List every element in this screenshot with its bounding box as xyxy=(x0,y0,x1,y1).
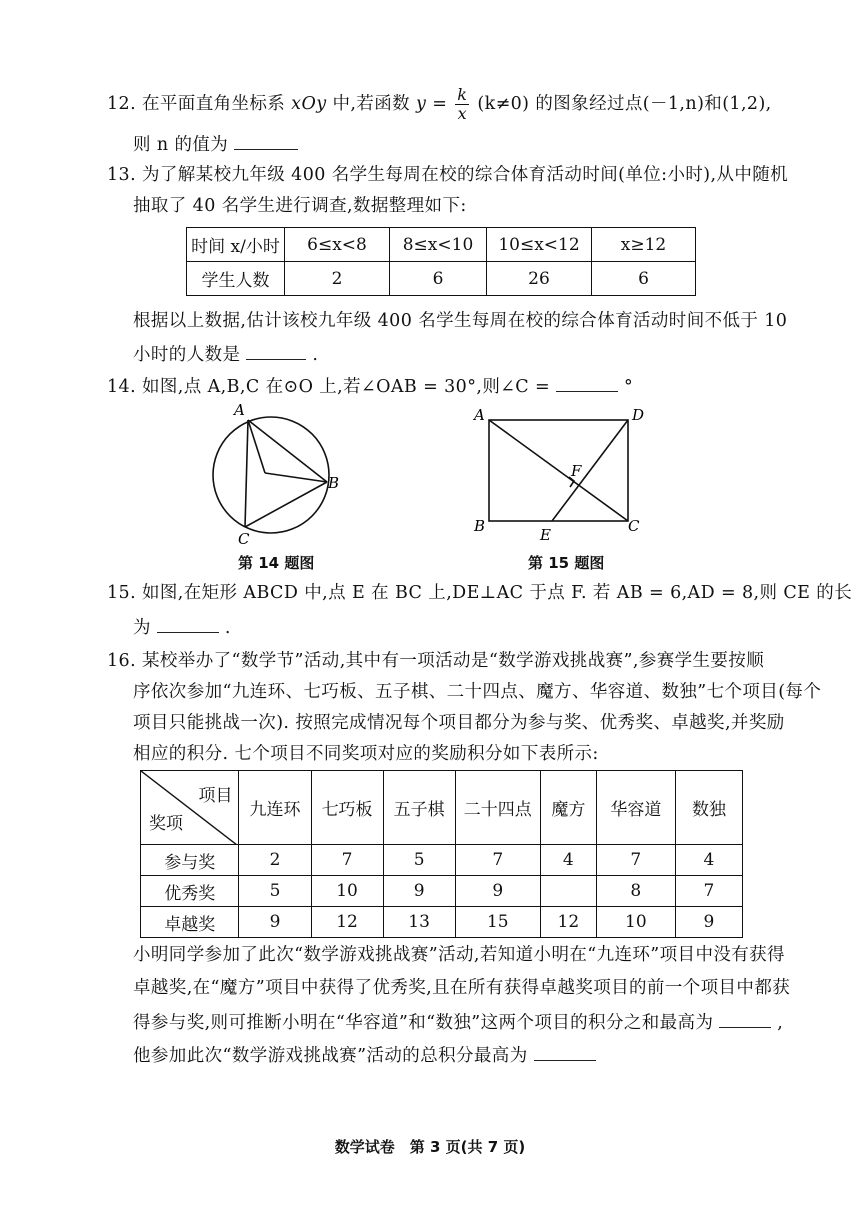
q16-line6: 卓越奖,在“魔方”项目中获得了优秀奖,且在所有获得卓越奖项目的前一个项目中都获 xyxy=(133,978,791,998)
q16-cell: 5 xyxy=(239,876,311,907)
q16-header: 七巧板 xyxy=(311,771,383,845)
fig14-segment-cb xyxy=(245,482,327,527)
q16-cell: 2 xyxy=(239,845,311,876)
fig15-label-a: A xyxy=(474,406,485,424)
fig14-segment-ab xyxy=(248,420,327,482)
q16-cell: 9 xyxy=(239,907,311,938)
q13-line4 xyxy=(133,341,318,367)
fig14-label-b: B xyxy=(328,474,340,492)
q16-line1 xyxy=(107,649,764,673)
fig14-circle xyxy=(213,417,329,533)
q16-cell: 9 xyxy=(455,876,540,907)
q12-cond: (k≠0) xyxy=(477,94,530,114)
q16-number: 16. xyxy=(107,651,137,671)
fig15-label-d: D xyxy=(632,406,645,424)
q13-cell: 6 xyxy=(592,262,696,296)
q16-row-label: 参与奖 xyxy=(141,845,239,876)
q12-number: 12. xyxy=(107,94,137,114)
q16-line7-end: , xyxy=(777,1013,784,1033)
q16-cell: 7 xyxy=(311,845,383,876)
q14-number: 14. xyxy=(107,377,137,397)
q16-header: 二十四点 xyxy=(455,771,540,845)
q13-line2: 抽取了 40 名学生进行调查,数据整理如下: xyxy=(133,196,467,216)
q13-line4-text: 小时的人数是 xyxy=(133,345,241,365)
q16-line4: 相应的积分. 七个项目不同奖项对应的奖励积分如下表所示: xyxy=(133,744,599,764)
q16-row-label: 卓越奖 xyxy=(141,907,239,938)
q16-table-header-row xyxy=(141,771,743,845)
fig14-segment-ac xyxy=(245,420,248,527)
q16-line5: 小明同学参加了此次“数学游戏挑战赛”活动,若知道小明在“九连环”项目中没有获得 xyxy=(133,945,785,965)
q13-cell: 时间 x/小时 xyxy=(187,228,285,262)
q16-line1-text: 某校举办了“数学节”活动,其中有一项活动是“数学游戏挑战赛”,参赛学生要按顺 xyxy=(142,651,765,671)
q16-table-row xyxy=(141,845,743,876)
q16-cell: 4 xyxy=(540,845,596,876)
q16-cell: 9 xyxy=(383,876,455,907)
q16-line2: 序依次参加“九连环、七巧板、五子棋、二十四点、魔方、华容道、数独”七个项目(每个 xyxy=(133,682,822,702)
q15-line2-text: 为 xyxy=(133,618,151,638)
q13-cell: 8≤x<10 xyxy=(390,228,487,262)
q16-cell: 12 xyxy=(311,907,383,938)
q14-text: 如图,点 A,B,C 在⊙O 上,若∠OAB = 30°,则∠C = xyxy=(142,377,551,397)
q16-answer-blank-2[interactable] xyxy=(534,1042,596,1061)
q16-cell: 4 xyxy=(675,845,742,876)
q16-line3: 项目只能挑战一次). 按照完成情况每个项目都分为参与奖、优秀奖、卓越奖,并奖励 xyxy=(133,713,785,733)
q12-frac-den: x xyxy=(457,104,468,123)
figure-15 xyxy=(470,400,650,545)
q16-header: 华容道 xyxy=(596,771,675,845)
q12-fraction xyxy=(455,86,469,123)
fig14-label-c: C xyxy=(238,530,250,548)
q16-line7-text: 得参与奖,则可推断小明在“华容道”和“数独”这两个项目的积分之和最高为 xyxy=(133,1013,714,1033)
q13-cell: 6≤x<8 xyxy=(285,228,390,262)
q16-corner-bottom: 奖项 xyxy=(149,814,183,834)
q12-line2-text: 则 n 的值为 xyxy=(133,135,229,155)
q13-cell: 10≤x<12 xyxy=(487,228,592,262)
q15-number: 15. xyxy=(107,583,137,603)
q12-line2 xyxy=(133,131,298,157)
q16-cell: 7 xyxy=(675,876,742,907)
fig15-label-e: E xyxy=(540,526,551,544)
q16-header: 五子棋 xyxy=(383,771,455,845)
q12-y-eq: y = xyxy=(415,94,448,114)
figure-14 xyxy=(195,398,355,548)
q12-frac-num: k xyxy=(457,85,468,104)
q15-line2 xyxy=(133,614,231,640)
fig14-label-a: A xyxy=(234,401,245,419)
q15-line2-end: . xyxy=(224,618,231,638)
q16-line8 xyxy=(133,1042,596,1068)
q13-cell: x≥12 xyxy=(592,228,696,262)
q16-cell: 15 xyxy=(455,907,540,938)
q15-answer-blank[interactable] xyxy=(157,614,219,633)
q13-table-row-count xyxy=(187,262,696,296)
fig15-label-f: F xyxy=(571,462,582,480)
page-footer: 数学试卷 第 3 页(共 7 页) xyxy=(334,1138,526,1156)
q16-corner-top: 项目 xyxy=(198,786,233,806)
q12-text-b: 中,若函数 xyxy=(332,94,411,114)
q13-table xyxy=(186,227,696,296)
q13-cell: 6 xyxy=(390,262,487,296)
q12-xoy: xOy xyxy=(291,94,327,114)
q13-number: 13. xyxy=(107,165,137,185)
q13-line1 xyxy=(107,163,788,187)
q13-answer-blank[interactable] xyxy=(246,341,306,360)
q16-header: 九连环 xyxy=(239,771,311,845)
q13-cell: 2 xyxy=(285,262,390,296)
q16-row-label: 优秀奖 xyxy=(141,876,239,907)
q16-cell: 7 xyxy=(455,845,540,876)
q13-table-row-time xyxy=(187,228,696,262)
fig15-diagonal-ac xyxy=(489,420,628,521)
figure-15-caption: 第 15 题图 xyxy=(528,554,605,572)
q16-header: 魔方 xyxy=(540,771,596,845)
q16-corner-cell xyxy=(141,771,239,845)
q16-table xyxy=(140,770,743,938)
fig15-label-b: B xyxy=(474,517,486,535)
q13-line3: 根据以上数据,估计该校九年级 400 名学生每周在校的综合体育活动时间不低于 10 xyxy=(133,311,788,331)
q14-line xyxy=(107,373,633,399)
q12-text-c: 的图象经过点(－1,n)和(1,2), xyxy=(535,94,772,114)
q13-cell: 学生人数 xyxy=(187,262,285,296)
q12-answer-blank[interactable] xyxy=(234,131,298,150)
q14-deg: ° xyxy=(624,377,634,397)
q16-cell: 10 xyxy=(311,876,383,907)
q16-cell xyxy=(540,876,596,907)
figure-14-caption: 第 14 题图 xyxy=(238,554,315,572)
q15-line1 xyxy=(107,581,852,605)
q13-line1-text: 为了解某校九年级 400 名学生每周在校的综合体育活动时间(单位:小时),从中随机 xyxy=(142,165,789,185)
q16-cell: 7 xyxy=(596,845,675,876)
q13-cell: 26 xyxy=(487,262,592,296)
fig15-segment-de xyxy=(552,420,628,521)
fig14-segment-oa xyxy=(248,420,265,473)
q16-cell: 12 xyxy=(540,907,596,938)
q13-line4-end: . xyxy=(312,345,319,365)
q16-table-row xyxy=(141,876,743,907)
q16-cell: 13 xyxy=(383,907,455,938)
q16-cell: 8 xyxy=(596,876,675,907)
q16-header: 数独 xyxy=(675,771,742,845)
q12-line1 xyxy=(107,86,772,123)
q16-cell: 10 xyxy=(596,907,675,938)
q12-text-a: 在平面直角坐标系 xyxy=(142,94,286,114)
q16-line8-text: 他参加此次“数学游戏挑战赛”活动的总积分最高为 xyxy=(133,1046,528,1066)
q16-cell: 5 xyxy=(383,845,455,876)
q16-table-row xyxy=(141,907,743,938)
q16-answer-blank-1[interactable] xyxy=(719,1009,771,1028)
fig15-label-c: C xyxy=(628,517,640,535)
q15-line1-text: 如图,在矩形 ABCD 中,点 E 在 BC 上,DE⊥AC 于点 F. 若 AB = 6,AD = 8,则 CE 的长 xyxy=(142,583,853,603)
q14-answer-blank[interactable] xyxy=(556,373,618,392)
q16-cell: 9 xyxy=(675,907,742,938)
q16-line7 xyxy=(133,1009,783,1035)
